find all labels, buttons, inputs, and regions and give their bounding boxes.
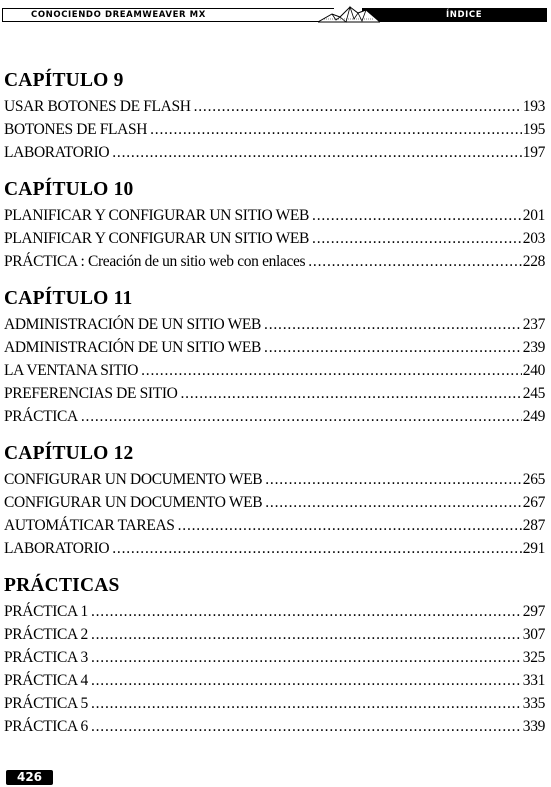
entry-page-number: 201: [522, 207, 545, 224]
section-title: CAPÍTULO 9: [4, 70, 124, 91]
dot-leader: [112, 141, 522, 164]
entry-page-number: 249: [522, 408, 545, 425]
dot-leader: [112, 537, 522, 560]
toc-entry: [4, 715, 545, 738]
toc-entry: [4, 250, 545, 273]
toc-entry: [4, 491, 545, 514]
entry-page-number: 325: [522, 649, 545, 666]
table-of-contents: [4, 69, 545, 752]
entry-page-number: 307: [522, 626, 545, 643]
page-number-badge: 426: [6, 770, 53, 785]
entry-page-number: 203: [522, 230, 545, 247]
entry-label: PRÁCTICA 3: [4, 649, 88, 666]
section-title: CAPÍTULO 12: [4, 443, 134, 464]
entry-label: LA VENTANA SITIO: [4, 362, 139, 379]
entry-label: PRÁCTICA 6: [4, 718, 88, 735]
toc-entry: [4, 313, 545, 336]
book-title: CONOCIENDO DREAMWEAVER MX: [31, 10, 206, 20]
toc-entry: [4, 646, 545, 669]
entry-label: PREFERENCIAS DE SITIO: [4, 385, 178, 402]
entry-label: AUTOMÁTICAR TAREAS: [4, 517, 175, 534]
entry-page-number: 291: [522, 540, 545, 557]
entry-page-number: 193: [522, 98, 545, 115]
dot-leader: [308, 250, 522, 273]
entry-label: PRÁCTICA 5: [4, 695, 88, 712]
toc-entry: [4, 514, 545, 537]
section-title: CAPÍTULO 11: [4, 288, 133, 309]
entry-label: ADMINISTRACIÓN DE UN SITIO WEB: [4, 316, 262, 333]
entry-page-number: 197: [522, 144, 545, 161]
dot-leader: [91, 600, 522, 623]
entry-page-number: 265: [522, 471, 545, 488]
entry-label: PLANIFICAR Y CONFIGURAR UN SITIO WEB: [4, 207, 310, 224]
entry-label: ADMINISTRACIÓN DE UN SITIO WEB: [4, 339, 262, 356]
toc-entry: [4, 227, 545, 250]
toc-entry: [4, 623, 545, 646]
toc-entry: [4, 692, 545, 715]
dot-leader: [91, 715, 522, 738]
entry-label: USAR BOTONES DE FLASH: [4, 98, 191, 115]
dot-leader: [312, 204, 522, 227]
toc-entry: [4, 336, 545, 359]
toc-entry: [4, 537, 545, 560]
entry-label: PRÁCTICA 1: [4, 603, 88, 620]
entry-page-number: 297: [522, 603, 545, 620]
toc-section: [4, 442, 545, 560]
toc-section: [4, 69, 545, 164]
running-header: [0, 8, 547, 22]
dot-leader: [91, 646, 522, 669]
toc-entry: [4, 118, 545, 141]
entry-page-number: 287: [522, 517, 545, 534]
dot-leader: [91, 669, 522, 692]
entry-page-number: 228: [522, 253, 545, 270]
toc-entry: [4, 359, 545, 382]
entry-label: LABORATORIO: [4, 144, 110, 161]
toc-section: [4, 287, 545, 428]
entry-label: CONFIGURAR UN DOCUMENTO WEB: [4, 471, 263, 488]
entry-label: PRÁCTICA 4: [4, 672, 88, 689]
section-title: PRÁCTICAS: [4, 575, 120, 596]
entry-page-number: 335: [522, 695, 545, 712]
header-section-bar: [362, 8, 547, 22]
entry-page-number: 237: [522, 316, 545, 333]
dot-leader: [312, 227, 522, 250]
entry-page-number: 195: [522, 121, 545, 138]
entry-label: PLANIFICAR Y CONFIGURAR UN SITIO WEB: [4, 230, 310, 247]
entry-label: LABORATORIO: [4, 540, 110, 557]
dot-leader: [265, 468, 522, 491]
dot-leader: [178, 514, 522, 537]
section-title: CAPÍTULO 10: [4, 179, 134, 200]
entry-page-number: 239: [522, 339, 545, 356]
dot-leader: [91, 623, 522, 646]
entry-label: BOTONES DE FLASH: [4, 121, 148, 138]
dot-leader: [264, 336, 522, 359]
header-title-bar: [2, 8, 334, 22]
dot-leader: [265, 491, 522, 514]
dot-leader: [194, 95, 522, 118]
entry-label: PRÁCTICA : Creación de un sitio web con enlaces: [4, 253, 306, 270]
toc-entry: [4, 405, 545, 428]
toc-entry: [4, 141, 545, 164]
toc-entry: [4, 468, 545, 491]
entry-page-number: 267: [522, 494, 545, 511]
dot-leader: [141, 359, 522, 382]
toc-entry: [4, 669, 545, 692]
toc-section: [4, 574, 545, 738]
toc-entry: [4, 204, 545, 227]
mountain-emblem-icon: [318, 4, 380, 26]
entry-label: CONFIGURAR UN DOCUMENTO WEB: [4, 494, 263, 511]
dot-leader: [81, 405, 522, 428]
toc-entry: [4, 382, 545, 405]
entry-page-number: 331: [522, 672, 545, 689]
entry-label: PRÁCTICA: [4, 408, 78, 425]
dot-leader: [181, 382, 522, 405]
dot-leader: [264, 313, 522, 336]
entry-page-number: 245: [522, 385, 545, 402]
dot-leader: [91, 692, 522, 715]
entry-page-number: 240: [522, 362, 545, 379]
entry-label: PRÁCTICA 2: [4, 626, 88, 643]
section-label: ÍNDICE: [446, 10, 483, 20]
toc-section: [4, 178, 545, 273]
toc-entry: [4, 600, 545, 623]
entry-page-number: 339: [522, 718, 545, 735]
toc-entry: [4, 95, 545, 118]
dot-leader: [150, 118, 522, 141]
